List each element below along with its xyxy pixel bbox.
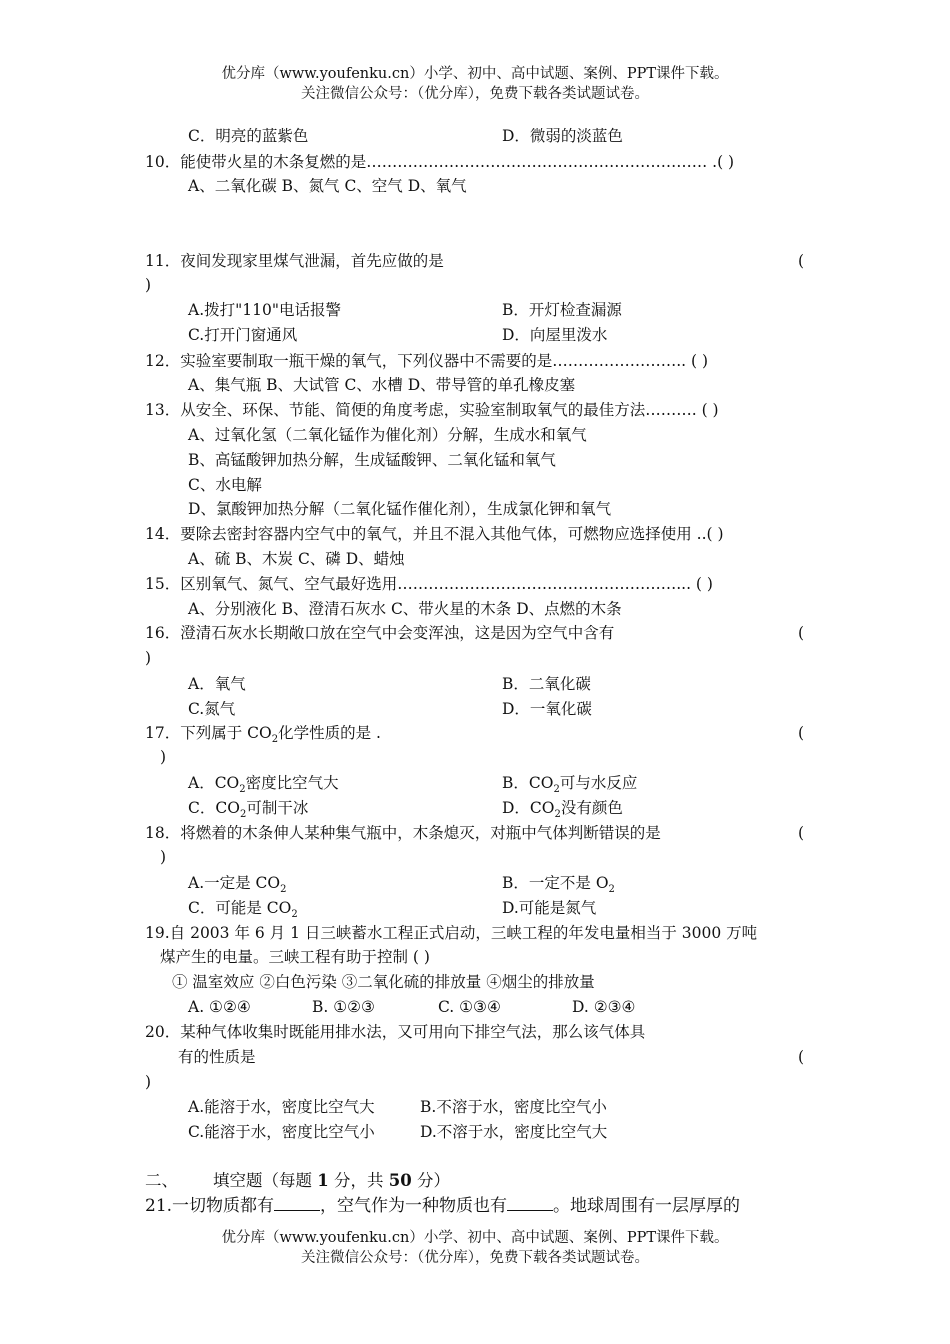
q20-option-a: A.能溶于水，密度比空气大: [188, 1098, 375, 1116]
footer-line-1: 优分库（www.youfenku.cn）小学、初中、高中试题、案例、PPT课件下载。: [221, 1230, 729, 1246]
q13-option-c: C、水电解: [188, 476, 262, 494]
q10-stem: 10．能使带火星的木条复燃的是………………………………………………………… .( ): [145, 153, 735, 171]
footer-line-2: 关注微信公众号：（优分库），免费下载各类试题试卷。: [301, 1250, 649, 1266]
q11-paren-open: (: [798, 252, 805, 270]
q20-stem-line-2: 有的性质是: [178, 1048, 256, 1066]
q16-option-c: C.氮气: [188, 700, 236, 718]
q18-option-d: D.可能是氮气: [502, 899, 597, 917]
q20-paren-close: ): [145, 1073, 152, 1091]
q12-options: A、集气瓶 B、大试管 C、水槽 D、带导管的单孔橡皮塞: [188, 376, 576, 394]
q14-stem: 14．要除去密封容器内空气中的氧气，并且不混入其他气体，可燃物应选择使用 ..( ): [145, 525, 724, 543]
q16-paren-open: (: [798, 624, 805, 642]
header-line-2: 关注微信公众号：（优分库），免费下载各类试题试卷。: [301, 86, 649, 102]
q17-stem: 17．下列属于 $CO_2$化学性质的是 .: [145, 724, 381, 746]
q12-stem: 12．实验室要制取一瓶干燥的氧气，下列仪器中不需要的是…………………….. ( ): [145, 352, 709, 370]
q15-options: A、分别液化 B、澄清石灰水 C、带火星的木条 D、点燃的木条: [188, 600, 622, 618]
q11-stem: 11．夜间发现家里煤气泄漏，首先应做的是: [145, 252, 444, 270]
q11-option-b: B．开灯检查漏源: [502, 301, 622, 319]
q21-blank-2[interactable]: [507, 1195, 553, 1211]
page-header: [0, 64, 950, 104]
q19-option-b: B. ①②③: [312, 998, 375, 1016]
q17-paren-open: (: [798, 724, 805, 742]
section-2-number: 二、: [145, 1171, 178, 1190]
q13-stem: 13．从安全、环保、节能、简便的角度考虑，实验室制取氧气的最佳方法………. ( ): [145, 401, 719, 419]
q18-stem: 18．将燃着的木条伸人某种集气瓶中，木条熄灭，对瓶中气体判断错误的是: [145, 824, 661, 842]
q19-option-d: D. ②③④: [572, 998, 636, 1016]
q16-option-d: D．一氧化碳: [502, 700, 592, 718]
q13-option-a: A、过氧化氢（二氧化锰作为催化剂）分解，生成水和氧气: [188, 426, 587, 444]
q16-option-b: B．二氧化碳: [502, 675, 591, 693]
q18-option-a: A.一定是 $CO_2$: [188, 874, 287, 896]
q9-option-d: D．微弱的淡蓝色: [502, 127, 623, 145]
q20-option-b: B.不溶于水，密度比空气小: [420, 1098, 607, 1116]
page-footer: [0, 1228, 950, 1268]
q17-option-c: C．$CO_2$可制干冰: [188, 799, 309, 821]
q13-option-d: D、氯酸钾加热分解（二氧化锰作催化剂），生成氯化钾和氧气: [188, 500, 612, 518]
q21-blank-1[interactable]: [274, 1195, 320, 1211]
q11-option-a: A.拨打"110"电话报警: [188, 301, 341, 319]
q18-paren-open: (: [798, 824, 805, 842]
q19-stem-line-2: 煤产生的电量。三峡工程有助于控制 ( ): [160, 948, 430, 966]
q11-paren-close: ): [145, 276, 152, 294]
q10-options: A、二氧化碳 B、氮气 C、空气 D、氧气: [188, 177, 467, 195]
q18-option-b: B．一定不是 $O_2$: [502, 874, 615, 896]
q20-paren-open: (: [798, 1048, 805, 1066]
q20-option-c: C.能溶于水，密度比空气小: [188, 1123, 375, 1141]
q11-option-d: D．向屋里泼水: [502, 326, 608, 344]
q18-option-c: C．可能是 $CO_2$: [188, 899, 298, 921]
header-line-1: 优分库（www.youfenku.cn）小学、初中、高中试题、案例、PPT课件下载。: [221, 66, 729, 82]
q19-option-c: C. ①③④: [438, 998, 501, 1016]
q15-stem: 15．区别氧气、氮气、空气最好选用………………………………………………... ( ): [145, 575, 713, 593]
q14-options: A、硫 B、木炭 C、磷 D、蜡烛: [188, 550, 405, 568]
q13-option-b: B、高锰酸钾加热分解，生成锰酸钾、二氧化锰和氧气: [188, 451, 556, 469]
q20-stem-line-1: 20．某种气体收集时既能用排水法，又可用向下排空气法，那么该气体具: [145, 1023, 646, 1041]
q9-option-c: C．明亮的蓝紫色: [188, 127, 309, 145]
q16-paren-close: ): [145, 649, 152, 667]
q20-option-d: D.不溶于水，密度比空气大: [420, 1123, 608, 1141]
section-2-title: 填空题（每题 1 分，共 50 分）: [213, 1171, 450, 1190]
q21-stem: 21.一切物质都有 ，空气作为一种物质也有 。地球周围有一层厚厚的: [145, 1196, 741, 1216]
q17-paren-close: ): [160, 748, 167, 766]
q17-option-d: D．$CO_2$没有颜色: [502, 799, 623, 821]
q16-stem: 16．澄清石灰水长期敞口放在空气中会变浑浊，这是因为空气中含有: [145, 624, 615, 642]
q19-items: ① 温室效应 ②白色污染 ③二氧化硫的排放量 ④烟尘的排放量: [172, 973, 595, 991]
q19-stem-line-1: 19.自 2003 年 6 月 1 日三峡蓄水工程正式启动，三峡工程的年发电量相当于 3000 万吨: [145, 924, 758, 942]
q18-paren-close: ): [160, 848, 167, 866]
q19-option-a: A. ①②④: [188, 998, 251, 1016]
q17-option-b: B．$CO_2$可与水反应: [502, 774, 638, 796]
q11-option-c: C.打开门窗通风: [188, 326, 298, 344]
q16-option-a: A．氧气: [188, 675, 246, 693]
q17-option-a: A．$CO_2$密度比空气大: [188, 774, 339, 796]
